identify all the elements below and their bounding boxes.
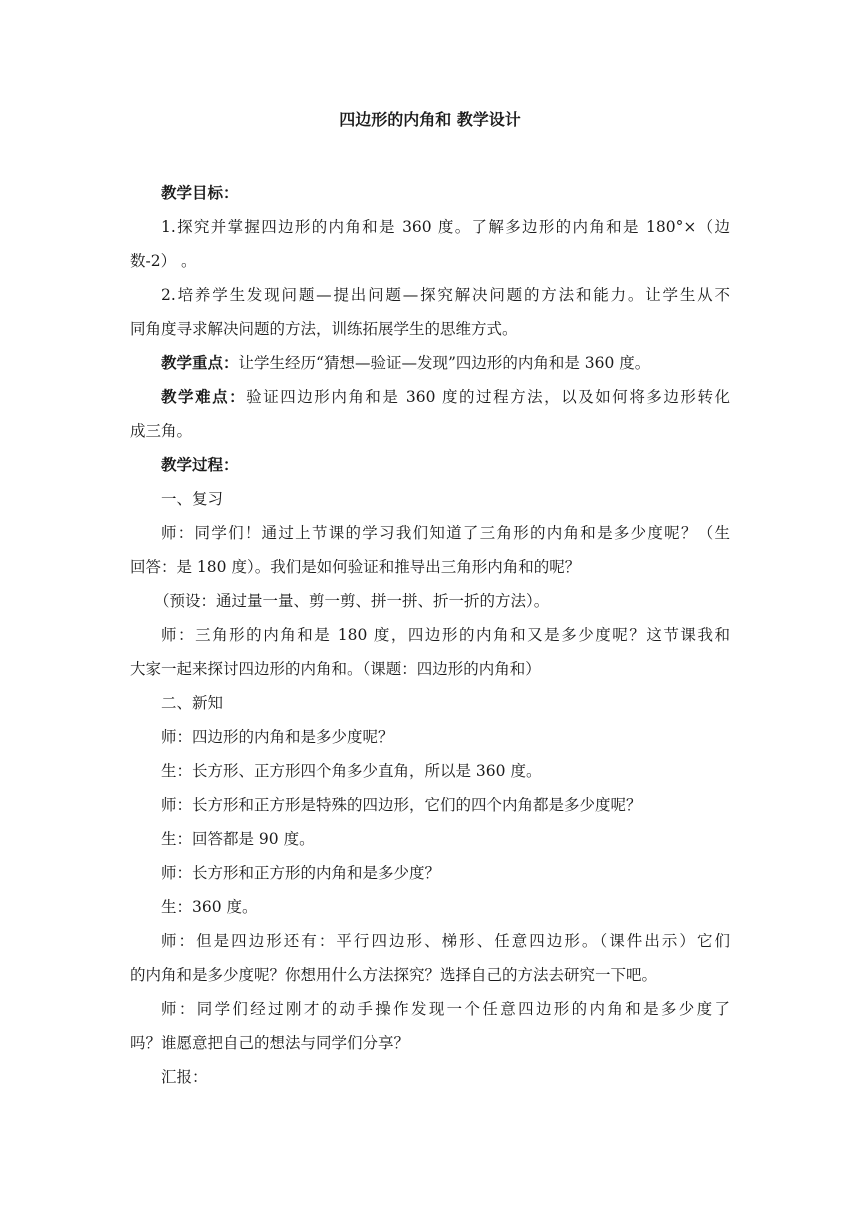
paragraph-4: 师：四边形的内角和是多少度呢？ [161, 728, 394, 746]
key-point [130, 346, 730, 380]
paragraph-11 [130, 992, 730, 1060]
section-new-knowledge: 二、新知 [161, 694, 224, 712]
paragraph-5: 生：长方形、正方形四个角多少直角，所以是 360 度。 [161, 762, 542, 780]
key-point-text: 让学生经历“猜想—验证—发现”四边形的内角和是 360 度。 [238, 354, 651, 372]
objective-1 [130, 210, 730, 278]
paragraph-10-line-2: 的内角和是多少度呢？你想用什么方法探究？选择自己的方法去研究一下吧。 [130, 966, 658, 984]
paragraph-6: 师：长方形和正方形是特殊的四边形，它们的四个内角都是多少度呢？ [161, 796, 642, 814]
difficulty-line-1 [130, 380, 730, 414]
objective-1-line-1: 1.探究并掌握四边形的内角和是 360 度。了解多边形的内角和是 180°×（边 [161, 218, 730, 236]
difficulty-line-1-text: 验证四边形内角和是 360 度的过程方法，以及如何将多边形转化 [246, 388, 730, 406]
paragraph-11-line-2: 吗？谁愿意把自己的想法与同学们分享？ [130, 1034, 410, 1052]
difficulty-label: 教学难点： [161, 388, 247, 406]
paragraph-1-line-2: 回答：是 180 度）。我们是如何验证和推导出三角形内角和的呢？ [130, 558, 581, 576]
section-review: 一、复习 [161, 490, 224, 508]
paragraph-10-line-1: 师：但是四边形还有：平行四边形、梯形、任意四边形。（课件出示）它们 [161, 932, 730, 950]
paragraph-1-line-1: 师：同学们！通过上节课的学习我们知道了三角形的内角和是多少度呢？（生 [161, 524, 730, 542]
paragraph-12: 汇报： [161, 1068, 208, 1086]
paragraph-1 [130, 516, 730, 584]
objective-2 [130, 278, 730, 346]
process-heading: 教学过程： [161, 456, 239, 474]
paragraph-3 [130, 618, 730, 686]
paragraph-11-line-1: 师：同学们经过刚才的动手操作发现一个任意四边形的内角和是多少度了 [161, 1000, 730, 1018]
paragraph-8: 师：长方形和正方形的内角和是多少度？ [161, 864, 441, 882]
paragraph-7: 生：回答都是 90 度。 [161, 830, 315, 848]
paragraph-3-line-1: 师：三角形的内角和是 180 度，四边形的内角和又是多少度呢？这节课我和 [161, 626, 730, 644]
objective-2-line-1: 2.培养学生发现问题—提出问题—探究解决问题的方法和能力。让学生从不 [161, 286, 730, 304]
paragraph-9: 生：360 度。 [161, 898, 258, 916]
paragraph-10 [130, 924, 730, 992]
objective-1-line-2: 数-2） 。 [130, 252, 197, 270]
objectives-heading: 教学目标： [161, 184, 239, 202]
difficulty [130, 380, 730, 448]
paragraph-3-line-2: 大家一起来探讨四边形的内角和。（课题：四边形的内角和） [130, 660, 541, 678]
objective-2-line-2: 同角度寻求解决问题的方法，训练拓展学生的思维方式。 [130, 320, 518, 338]
paragraph-2: （预设：通过量一量、剪一剪、拼一拼、折一折的方法）。 [154, 592, 550, 610]
document-page [130, 108, 730, 1094]
key-point-label: 教学重点： [161, 354, 239, 372]
document-title: 四边形的内角和 教学设计 [339, 110, 521, 129]
difficulty-line-2: 成三角。 [130, 422, 193, 440]
